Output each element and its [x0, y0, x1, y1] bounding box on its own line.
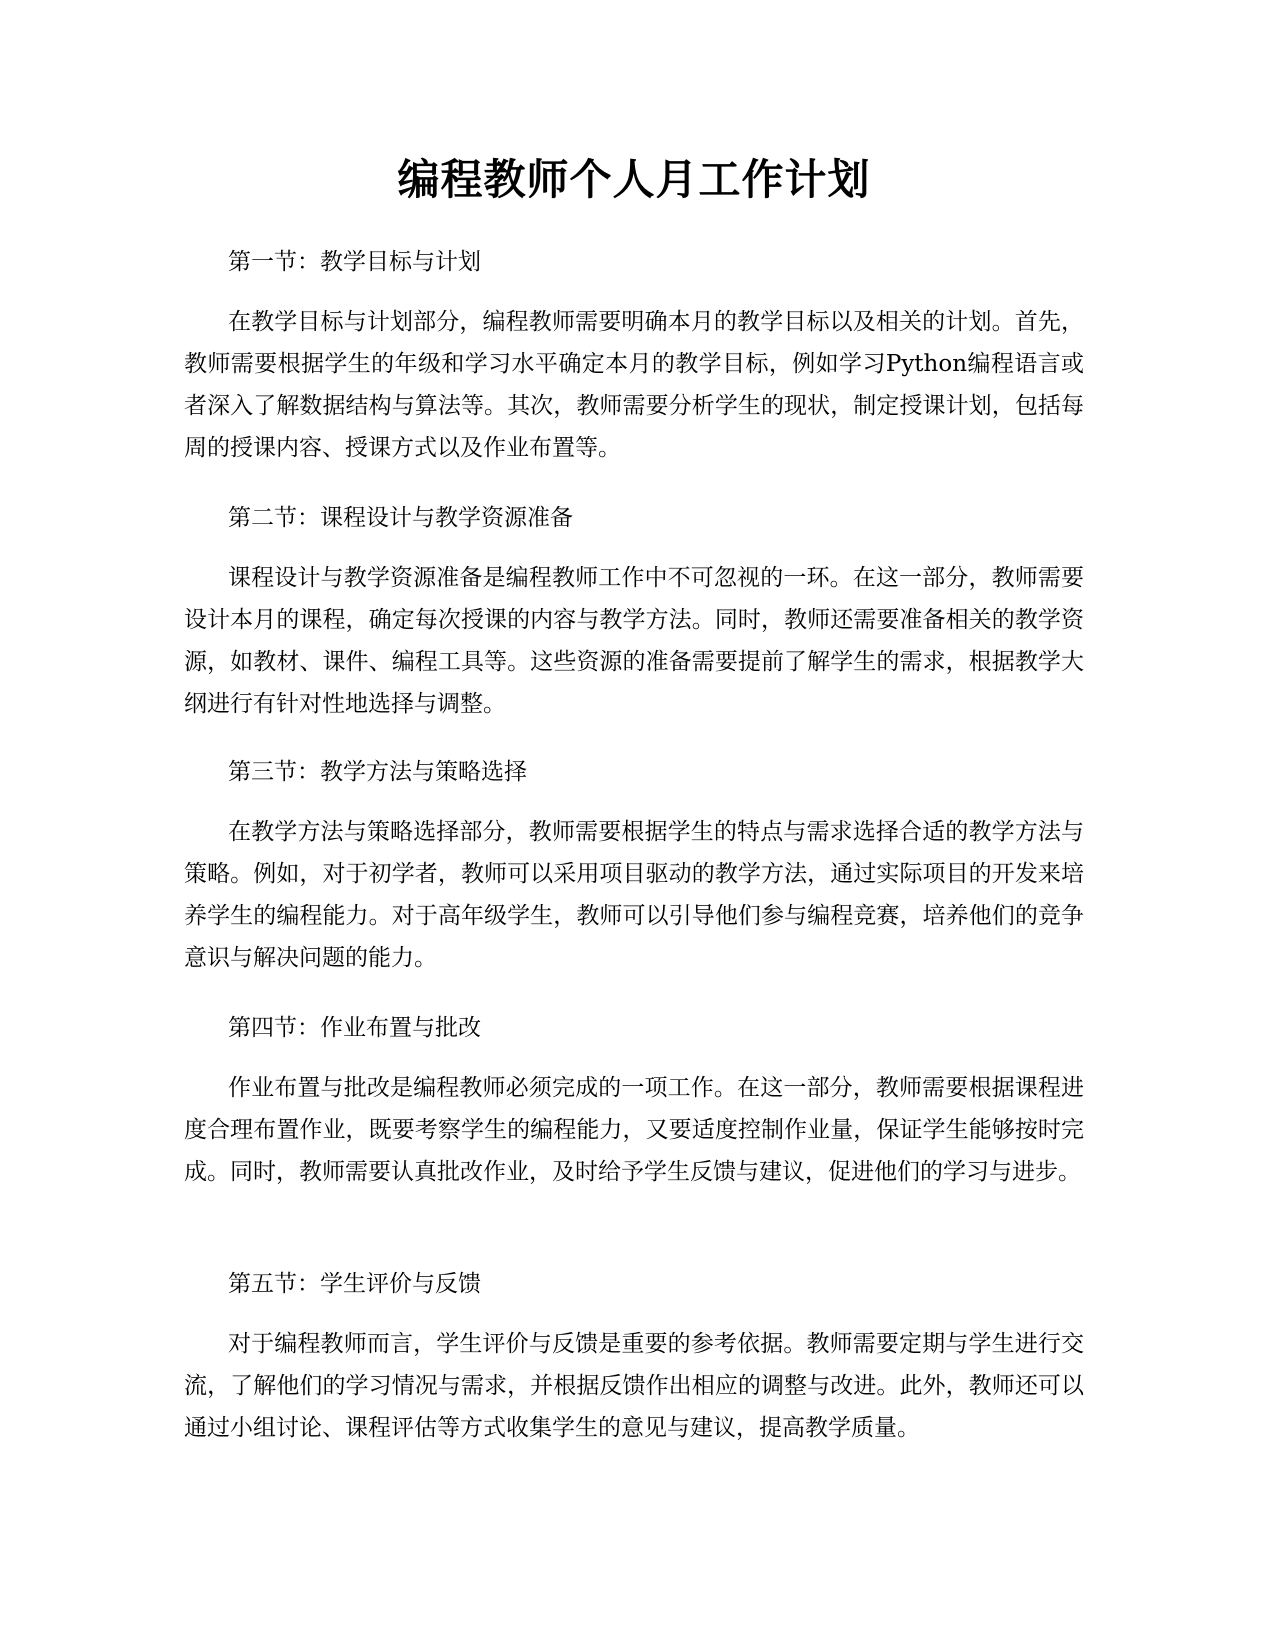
section-4: [184, 1007, 1084, 1193]
section-heading: 第五节：学生评价与反馈: [228, 1271, 481, 1297]
section-heading: 第二节：课程设计与教学资源准备: [228, 505, 573, 531]
section-paragraph: 课程设计与教学资源准备是编程教师工作中不可忽视的一环。在这一部分，教师需要设计本月的课程，确定每次授课的内容与教学方法。同时，教师还需要准备相关的教学资源，如教材、课件、编程工具等。这些资源的准备需要提前了解学生的需求，根据教学大纲进行有针对性地选择与调整。: [184, 565, 1084, 717]
section-heading: 第一节：教学目标与计划: [228, 249, 481, 275]
section-paragraph: 作业布置与批改是编程教师必须完成的一项工作。在这一部分，教师需要根据课程进度合理布置作业，既要考察学生的编程能力，又要适度控制作业量，保证学生能够按时完成。同时，教师需要认真批改作业，及时给予学生反馈与建议，促进他们的学习与进步。: [184, 1075, 1084, 1185]
section-3: [184, 751, 1084, 979]
section-2: [184, 497, 1084, 725]
document-title: 编程教师个人月工作计划: [397, 155, 871, 204]
section-heading: 第三节：教学方法与策略选择: [228, 759, 527, 785]
section-heading: 第四节：作业布置与批改: [228, 1015, 481, 1041]
section-paragraph: 对于编程教师而言，学生评价与反馈是重要的参考依据。教师需要定期与学生进行交流，了解他们的学习情况与需求，并根据反馈作出相应的调整与改进。此外，教师还可以通过小组讨论、课程评估等方式收集学生的意见与建议，提高教学质量。: [184, 1331, 1084, 1441]
section-paragraph: 在教学方法与策略选择部分，教师需要根据学生的特点与需求选择合适的教学方法与策略。例如，对于初学者，教师可以采用项目驱动的教学方法，通过实际项目的开发来培养学生的编程能力。对于高年级学生，教师可以引导他们参与编程竞赛，培养他们的竞争意识与解决问题的能力。: [184, 819, 1084, 971]
section-paragraph: 在教学目标与计划部分，编程教师需要明确本月的教学目标以及相关的计划。首先，教师需要根据学生的年级和学习水平确定本月的教学目标，例如学习Python编程语言或者深入了解数据结构与算法等。其次，教师需要分析学生的现状，制定授课计划，包括每周的授课内容、授课方式以及作业布置等。: [184, 309, 1084, 461]
section-5: [184, 1263, 1084, 1449]
section-1: [184, 241, 1084, 469]
document-page: [184, 0, 1084, 1650]
